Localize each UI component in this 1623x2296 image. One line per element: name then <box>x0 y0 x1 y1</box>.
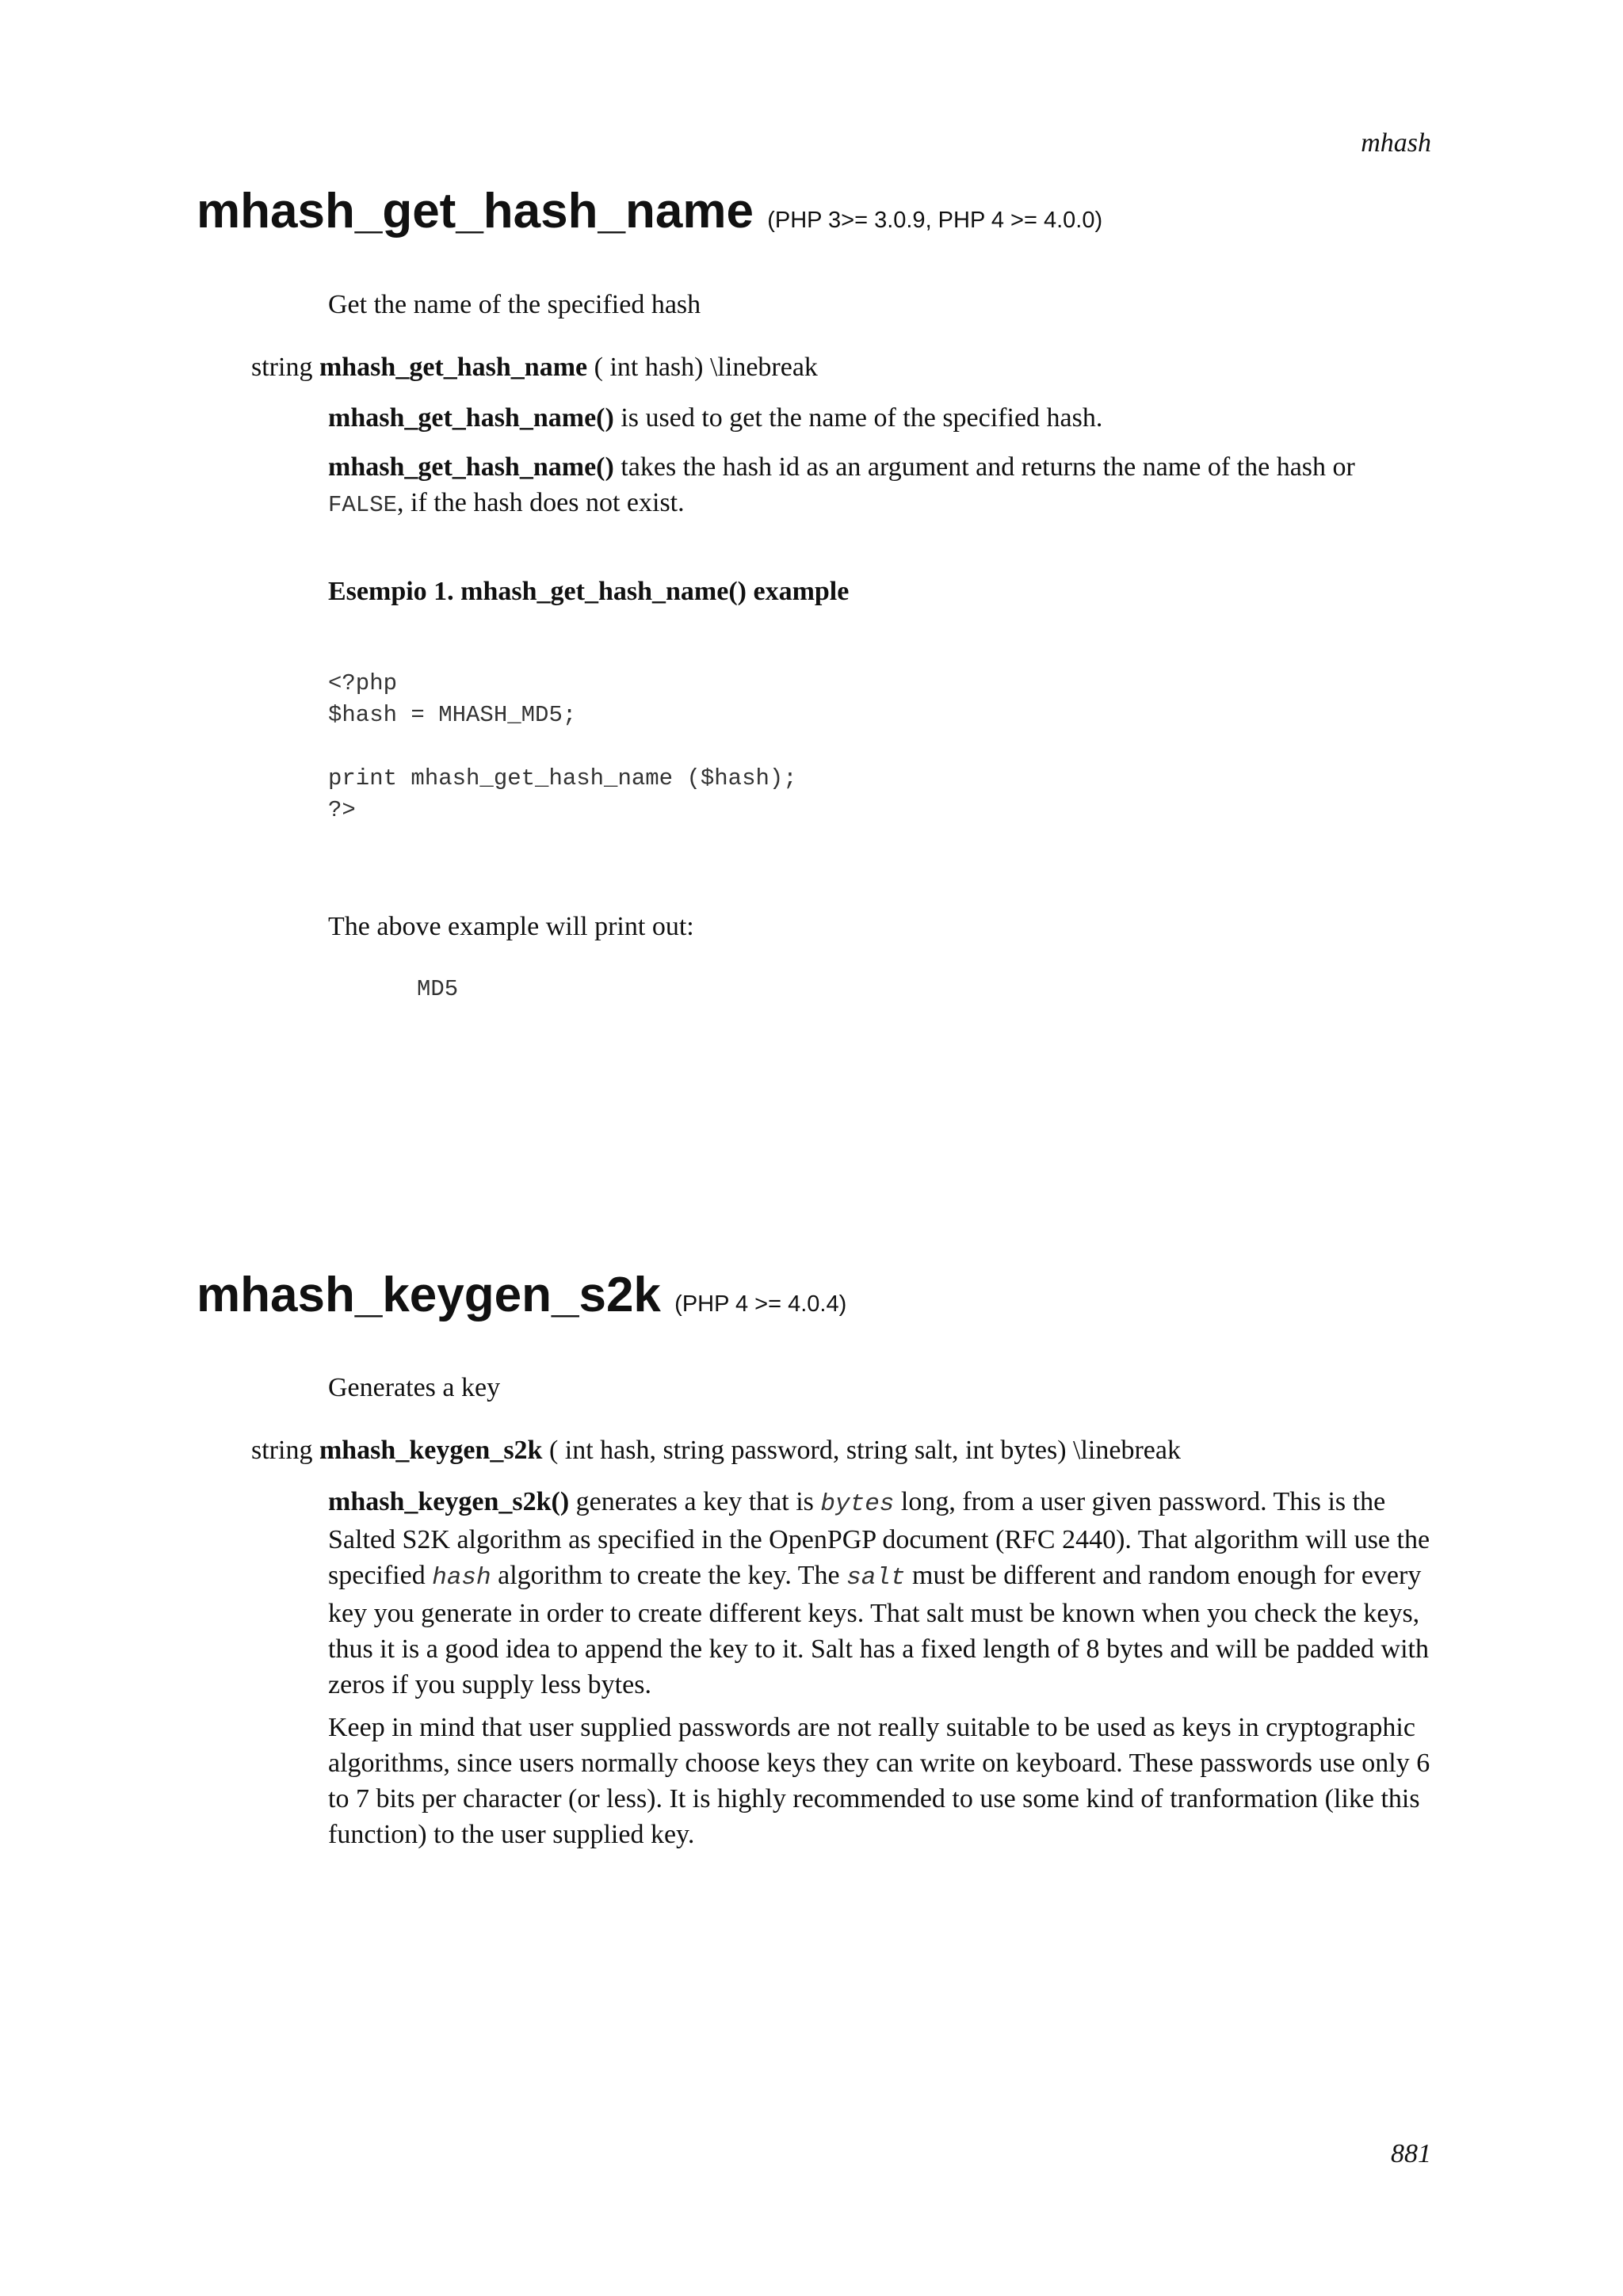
paragraph-text: must be different and random enough for every key you generate in order to create different keys. That salt must be known when you check the keys, thus it is a good idea to append the key to it. Salt has a fixed length of 8 bytes and will be padded with zeros if you supply less bytes. <box>328 1561 1430 1699</box>
running-header: mhash <box>1361 128 1431 158</box>
version-info: (PHP 3>= 3.0.9, PHP 4 >= 4.0.0) <box>767 208 1103 233</box>
parameter-bytes: bytes <box>820 1490 895 1518</box>
description-paragraph <box>328 449 1438 523</box>
entry-title-mhash-get-hash-name <box>197 184 1103 238</box>
function-reference: mhash_get_hash_name() <box>328 403 614 433</box>
paragraph-text: is used to get the name of the specified hash. <box>621 403 1103 433</box>
description-paragraph <box>328 1484 1438 1703</box>
parameter-hash: hash <box>432 1564 491 1592</box>
synopsis-function-name: mhash_get_hash_name <box>319 353 588 382</box>
synopsis-args: ( int hash) \linebreak <box>594 353 818 382</box>
synopsis-function-name: mhash_keygen_s2k <box>319 1436 543 1465</box>
function-reference: mhash_get_hash_name() <box>328 452 614 482</box>
return-type: string <box>251 1436 313 1465</box>
page-number: 881 <box>1391 2139 1431 2168</box>
paragraph-text: long, from a user given password. This is the Salted S2K algorithm as specified in the OpenPGP document (RFC 2440). That algorithm will use the specified <box>328 1487 1430 1590</box>
paragraph-text: takes the hash id as an argument and returns the name of the hash or <box>621 452 1355 482</box>
function-synopsis <box>251 1436 1181 1466</box>
version-info: (PHP 4 >= 4.0.4) <box>674 1291 847 1317</box>
description-paragraph <box>328 400 1438 436</box>
false-constant: FALSE <box>328 492 398 518</box>
paragraph-text: algorithm to create the key. The <box>498 1561 840 1590</box>
purpose-text: Generates a key <box>328 1373 501 1402</box>
paragraph-text: , if the hash does not exist. <box>397 488 685 517</box>
purpose-text: Get the name of the specified hash <box>328 290 701 319</box>
example-title: Esempio 1. mhash_get_hash_name() example <box>328 577 850 606</box>
example-output: MD5 <box>417 976 459 1002</box>
function-synopsis <box>251 353 818 383</box>
synopsis-args: ( int hash, string password, string salt, int bytes) \linebreak <box>548 1436 1181 1465</box>
output-intro: The above example will print out: <box>328 912 694 941</box>
description-paragraph: Keep in mind that user supplied passwords are not really suitable to be used as keys in cryptographic algorithms, since users normally choose keys they can write on keyboard. These passwords use only 6 to 7 bits per character (or less). It is highly recommended to use some kind of tranformation (like this function) to the user supplied key. <box>328 1713 1430 1849</box>
function-name: mhash_keygen_s2k <box>197 1268 661 1322</box>
code-example: <?php $hash = MHASH_MD5; print mhash_get_hash_name ($hash); ?> <box>328 670 797 823</box>
function-reference: mhash_keygen_s2k() <box>328 1487 570 1516</box>
parameter-salt: salt <box>846 1564 906 1592</box>
paragraph-text: generates a key that is <box>575 1487 814 1516</box>
return-type: string <box>251 353 313 382</box>
entry-title-mhash-keygen-s2k <box>197 1268 847 1322</box>
function-name: mhash_get_hash_name <box>197 184 754 238</box>
